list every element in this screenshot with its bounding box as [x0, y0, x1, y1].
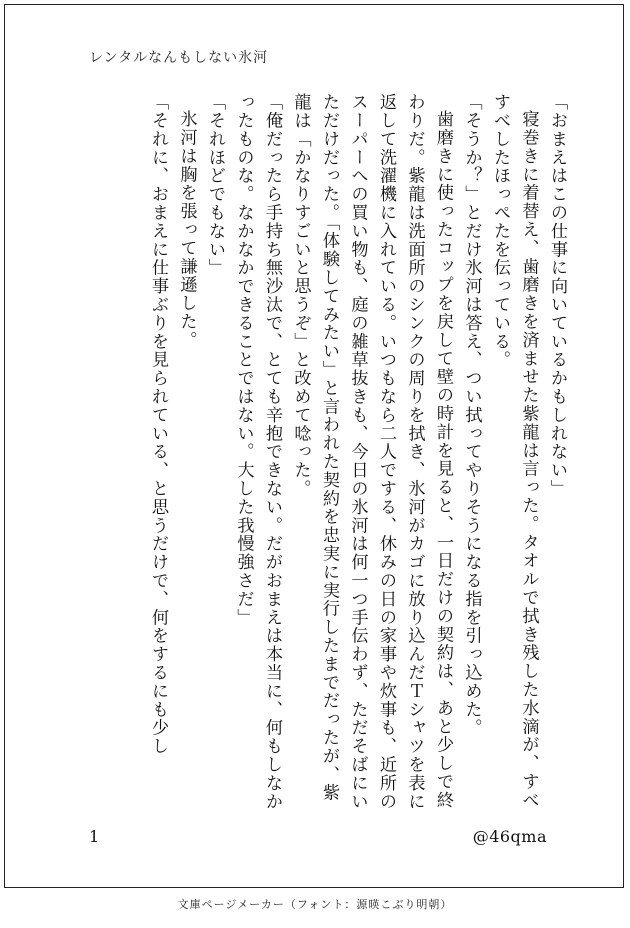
book-page [4, 4, 624, 888]
vertical-body-text [71, 93, 571, 813]
paragraph-5: 「俺だったら手持ち無沙汰で、とても辛抱できない。だがおまえは本当に、何もしなかったものな。なかなかできることではない。大した我慢強さだ」 [233, 93, 282, 811]
generator-credit: 文庫ページメーカー（フォント：源暎こぶり明朝） [177, 898, 453, 911]
paragraph-4: 歯磨きに使ったコップを戻して壁の時計を見ると、一日だけの契約は、あと少しで終わりだ。紫龍は洗面所のシンクの周りを拭き、氷河がカゴに放り込んだＴシャツを表に返して洗濯機に入れている。いつもなら二人でする、休みの日の家事や炊事も、近所のスーパーへの買い物も、庭の雑草抜きも、今日の氷河は何一つ手伝わず、ただそばにいただけだった。「体験してみたい」と言われた契約を忠実に実行したまでだったが、紫龍は「かなりすごいと思うぞ」と改めて唸った。 [290, 93, 453, 811]
paragraph-6: 「それほどでもない」 [205, 93, 225, 277]
page-number: 1 [89, 827, 100, 846]
paragraph-3: 「そうか？」とだけ氷河は答え、つい拭ってやりそうになる指を引っ込めた。 [461, 93, 482, 737]
paragraph-7: 氷河は胸を張って謙遜した。 [176, 110, 197, 350]
author-handle: @46qma [472, 827, 547, 846]
paragraph-1: 「おまえはこの仕事に向いているかもしれない」 [547, 93, 567, 498]
paragraph-2: 寝巻きに着替え、歯磨きを済ませた紫龍は言った。タオルで拭き残した水滴が、すべすべしたほっぺたを伝っている。 [490, 93, 539, 810]
paragraph-8: 「それに、おまえに仕事ぶりを見られている、と思うだけで、何をするにも少し [148, 93, 168, 756]
page-header-title: レンタルなんもしない氷河 [89, 50, 269, 66]
